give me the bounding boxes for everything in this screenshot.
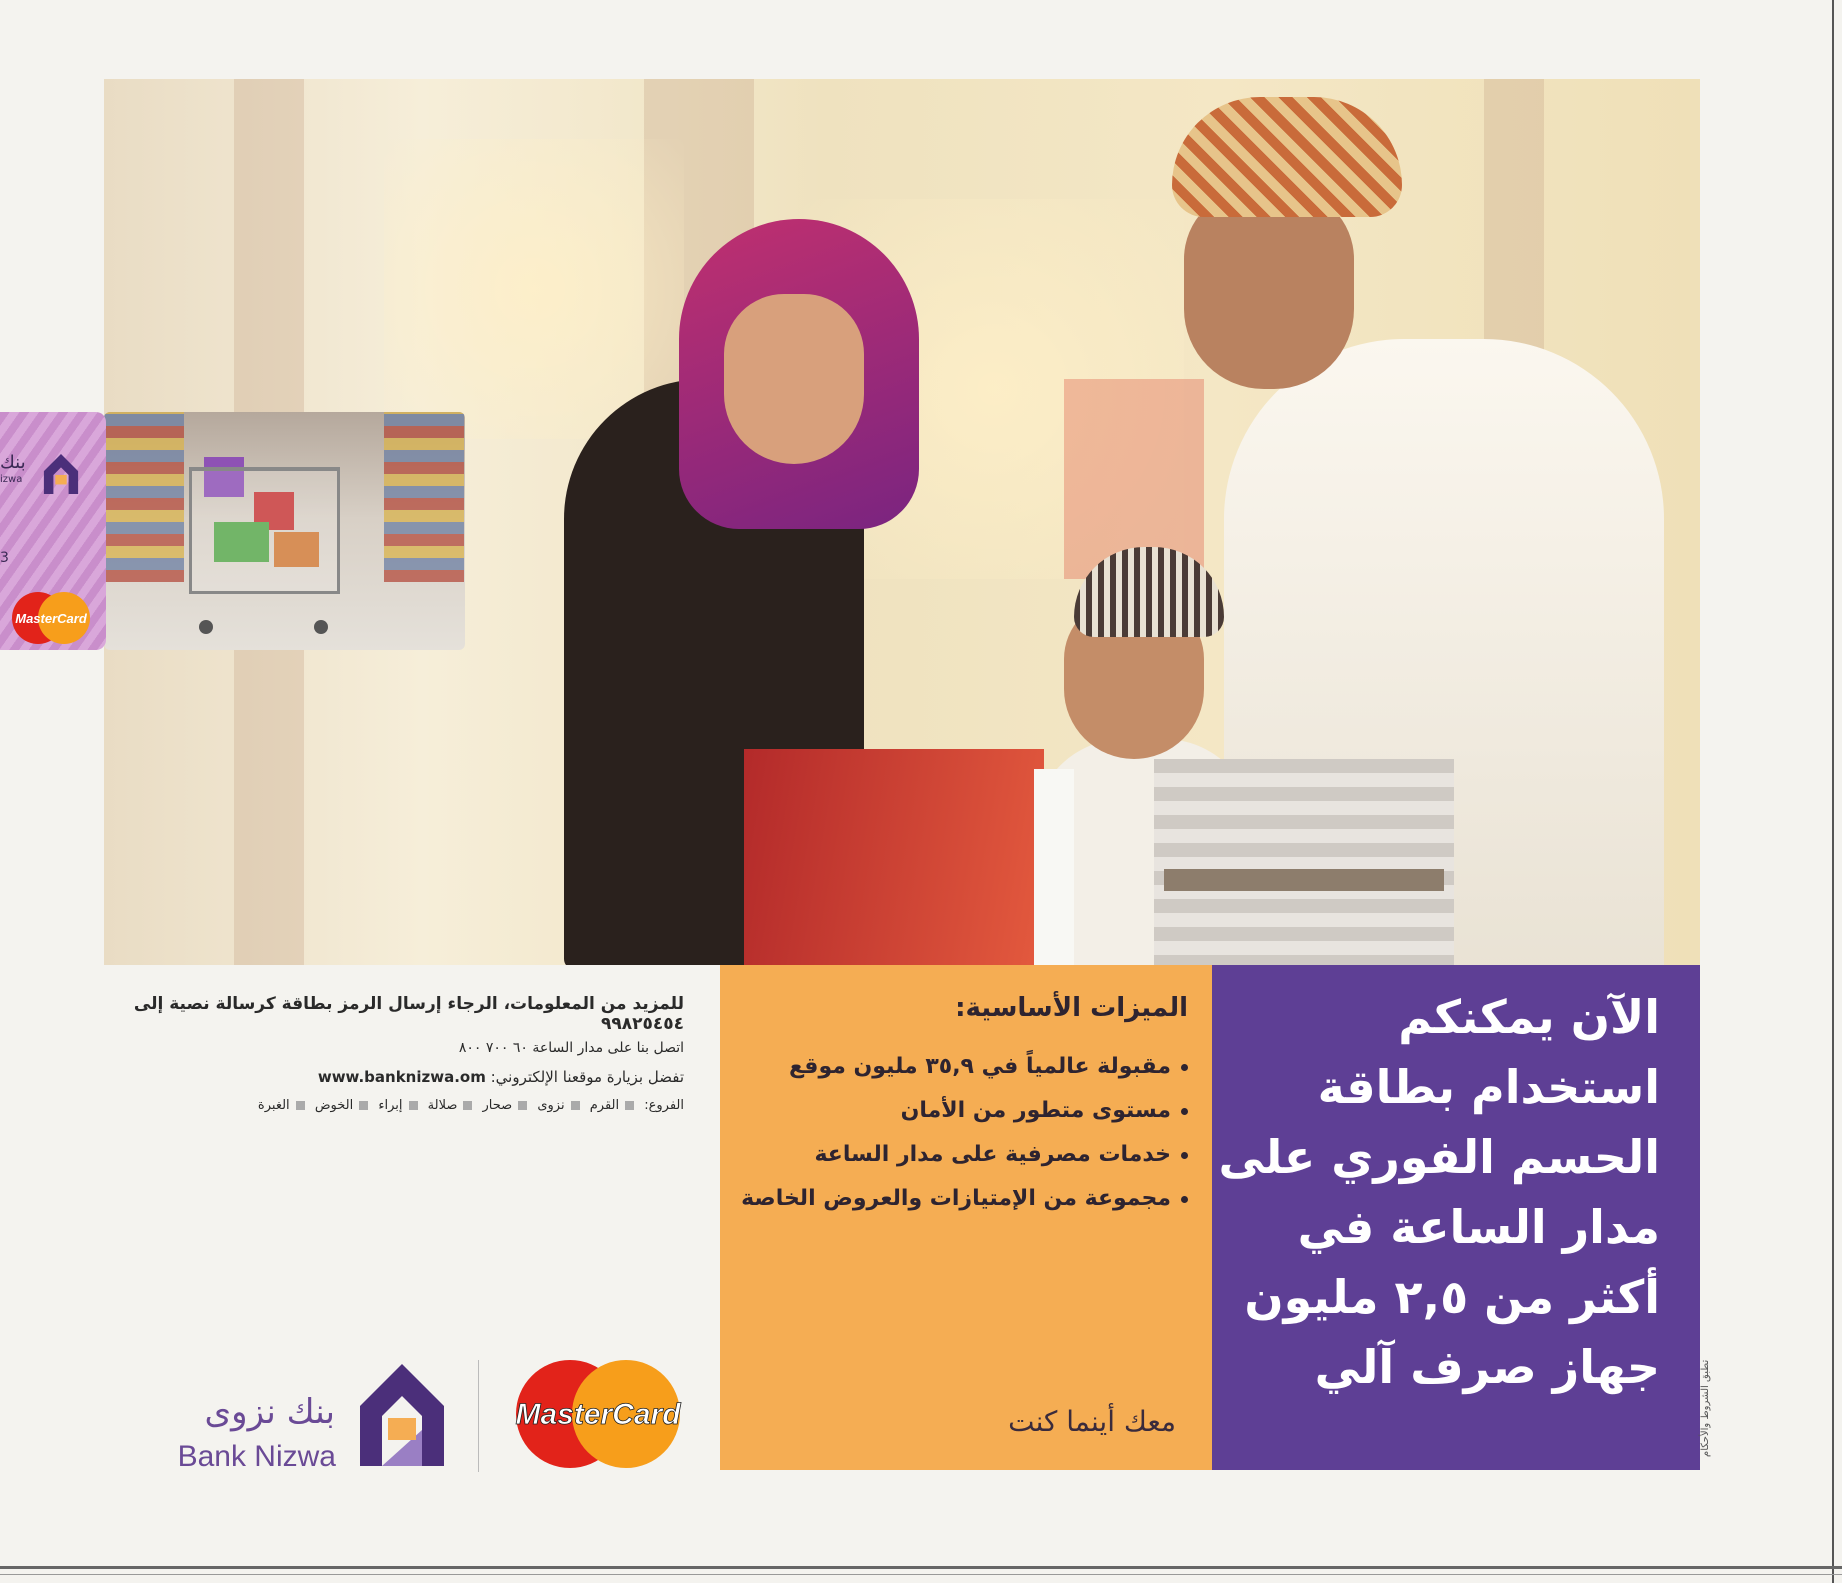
branch-name: القرم <box>589 1098 620 1113</box>
logo-divider <box>478 1360 479 1472</box>
branch-bullet-icon <box>571 1101 580 1110</box>
debit-card <box>0 412 106 650</box>
card-bank-sub: izwa <box>0 474 23 485</box>
call-info: اتصل بنا على مدار الساعة ٦٠ ٧٠٠ ٨٠٠ <box>458 1040 684 1056</box>
branch-bullet-icon <box>625 1101 634 1110</box>
tagline: معك أينما كنت <box>1008 1405 1176 1438</box>
website-link[interactable]: www.banknizwa.om <box>317 1068 486 1086</box>
bag-band <box>1164 869 1444 891</box>
page-border-bottom <box>0 1566 1842 1569</box>
branch-name: الخوض <box>314 1098 354 1113</box>
features-panel <box>720 965 1212 1470</box>
bank-nizwa-name-english: Bank Nizwa <box>177 1440 336 1473</box>
branch-bullet-icon <box>359 1101 368 1110</box>
man-face <box>1184 189 1354 389</box>
feature-item: خدمات مصرفية على مدار الساعة <box>741 1133 1188 1177</box>
headline-line: الآن يمكنكم <box>1398 990 1660 1044</box>
feature-item: مجموعة من الإمتيازات والعروض الخاصة <box>741 1177 1188 1221</box>
branch-name: إبراء <box>378 1098 403 1113</box>
supermarket-cart-photo <box>104 412 465 650</box>
headline-line: أكثر من ٢,٥ مليون <box>1244 1270 1660 1324</box>
card-number-fragment: 3 <box>0 550 9 566</box>
bank-nizwa-logo-icon <box>42 452 80 496</box>
mastercard-logo-icon <box>8 590 94 646</box>
features-list <box>741 1045 1188 1221</box>
bullet-icon <box>1181 1064 1188 1071</box>
branches-label: الفروع: <box>644 1098 684 1113</box>
bullet-icon <box>1181 1108 1188 1115</box>
headline-line: الحسم الفوري على <box>1218 1130 1660 1184</box>
red-shopping-bag <box>744 749 1044 965</box>
svg-text:MasterCard: MasterCard <box>15 611 87 626</box>
website-info <box>104 1068 684 1086</box>
shelf-right <box>384 412 464 582</box>
branch-name: نزوى <box>537 1098 565 1113</box>
page-border-bottom-thin <box>0 1574 1842 1575</box>
bullet-icon <box>1181 1152 1188 1159</box>
bank-nizwa-logo-icon <box>356 1360 448 1470</box>
shelf-left <box>104 412 184 582</box>
sms-info: للمزيد من المعلومات، الرجاء إرسال الرمز بطاقة كرسالة نصية إلى ٩٩٨٢٥٤٥٤ <box>133 994 684 1034</box>
headline-panel <box>1212 965 1700 1470</box>
man-turban <box>1172 97 1402 217</box>
branches-info <box>104 1098 684 1113</box>
features-title: الميزات الأساسية: <box>955 993 1188 1023</box>
cart-wheel <box>199 620 213 634</box>
svg-text:MasterCard: MasterCard <box>515 1398 681 1431</box>
terms-note: تطبق الشروط والأحكام <box>1700 1360 1711 1458</box>
mastercard-logo-icon <box>508 1357 688 1472</box>
shopping-cart-icon <box>189 467 340 594</box>
branch-name: صلالة <box>427 1098 458 1113</box>
branch-bullet-icon <box>409 1101 418 1110</box>
feature-item: مقبولة عالمياً في ٣٥,٩ مليون موقع <box>741 1045 1188 1089</box>
white-shopping-bag <box>1034 769 1074 965</box>
cart-wheel <box>314 620 328 634</box>
website-label: تفضل بزيارة موقعنا الإلكتروني: <box>490 1068 684 1086</box>
headline-line: مدار الساعة في <box>1297 1200 1660 1254</box>
branch-name: صحار <box>482 1098 513 1113</box>
page-border-right <box>1832 0 1834 1583</box>
bullet-icon <box>1181 1196 1188 1203</box>
grey-shopping-bag <box>1154 759 1454 965</box>
bank-nizwa-name-arabic: بنك نزوى <box>204 1392 335 1432</box>
woman-face <box>724 294 864 464</box>
branch-bullet-icon <box>518 1101 527 1110</box>
branch-name: الغبرة <box>257 1098 290 1113</box>
headline-line: استخدام بطاقة <box>1317 1060 1660 1114</box>
card-bank-name: بنك <box>0 452 26 473</box>
feature-item: مستوى متطور من الأمان <box>741 1089 1188 1133</box>
branch-bullet-icon <box>296 1101 305 1110</box>
branch-bullet-icon <box>463 1101 472 1110</box>
headline-line: جهاز صرف آلي <box>1314 1340 1660 1394</box>
